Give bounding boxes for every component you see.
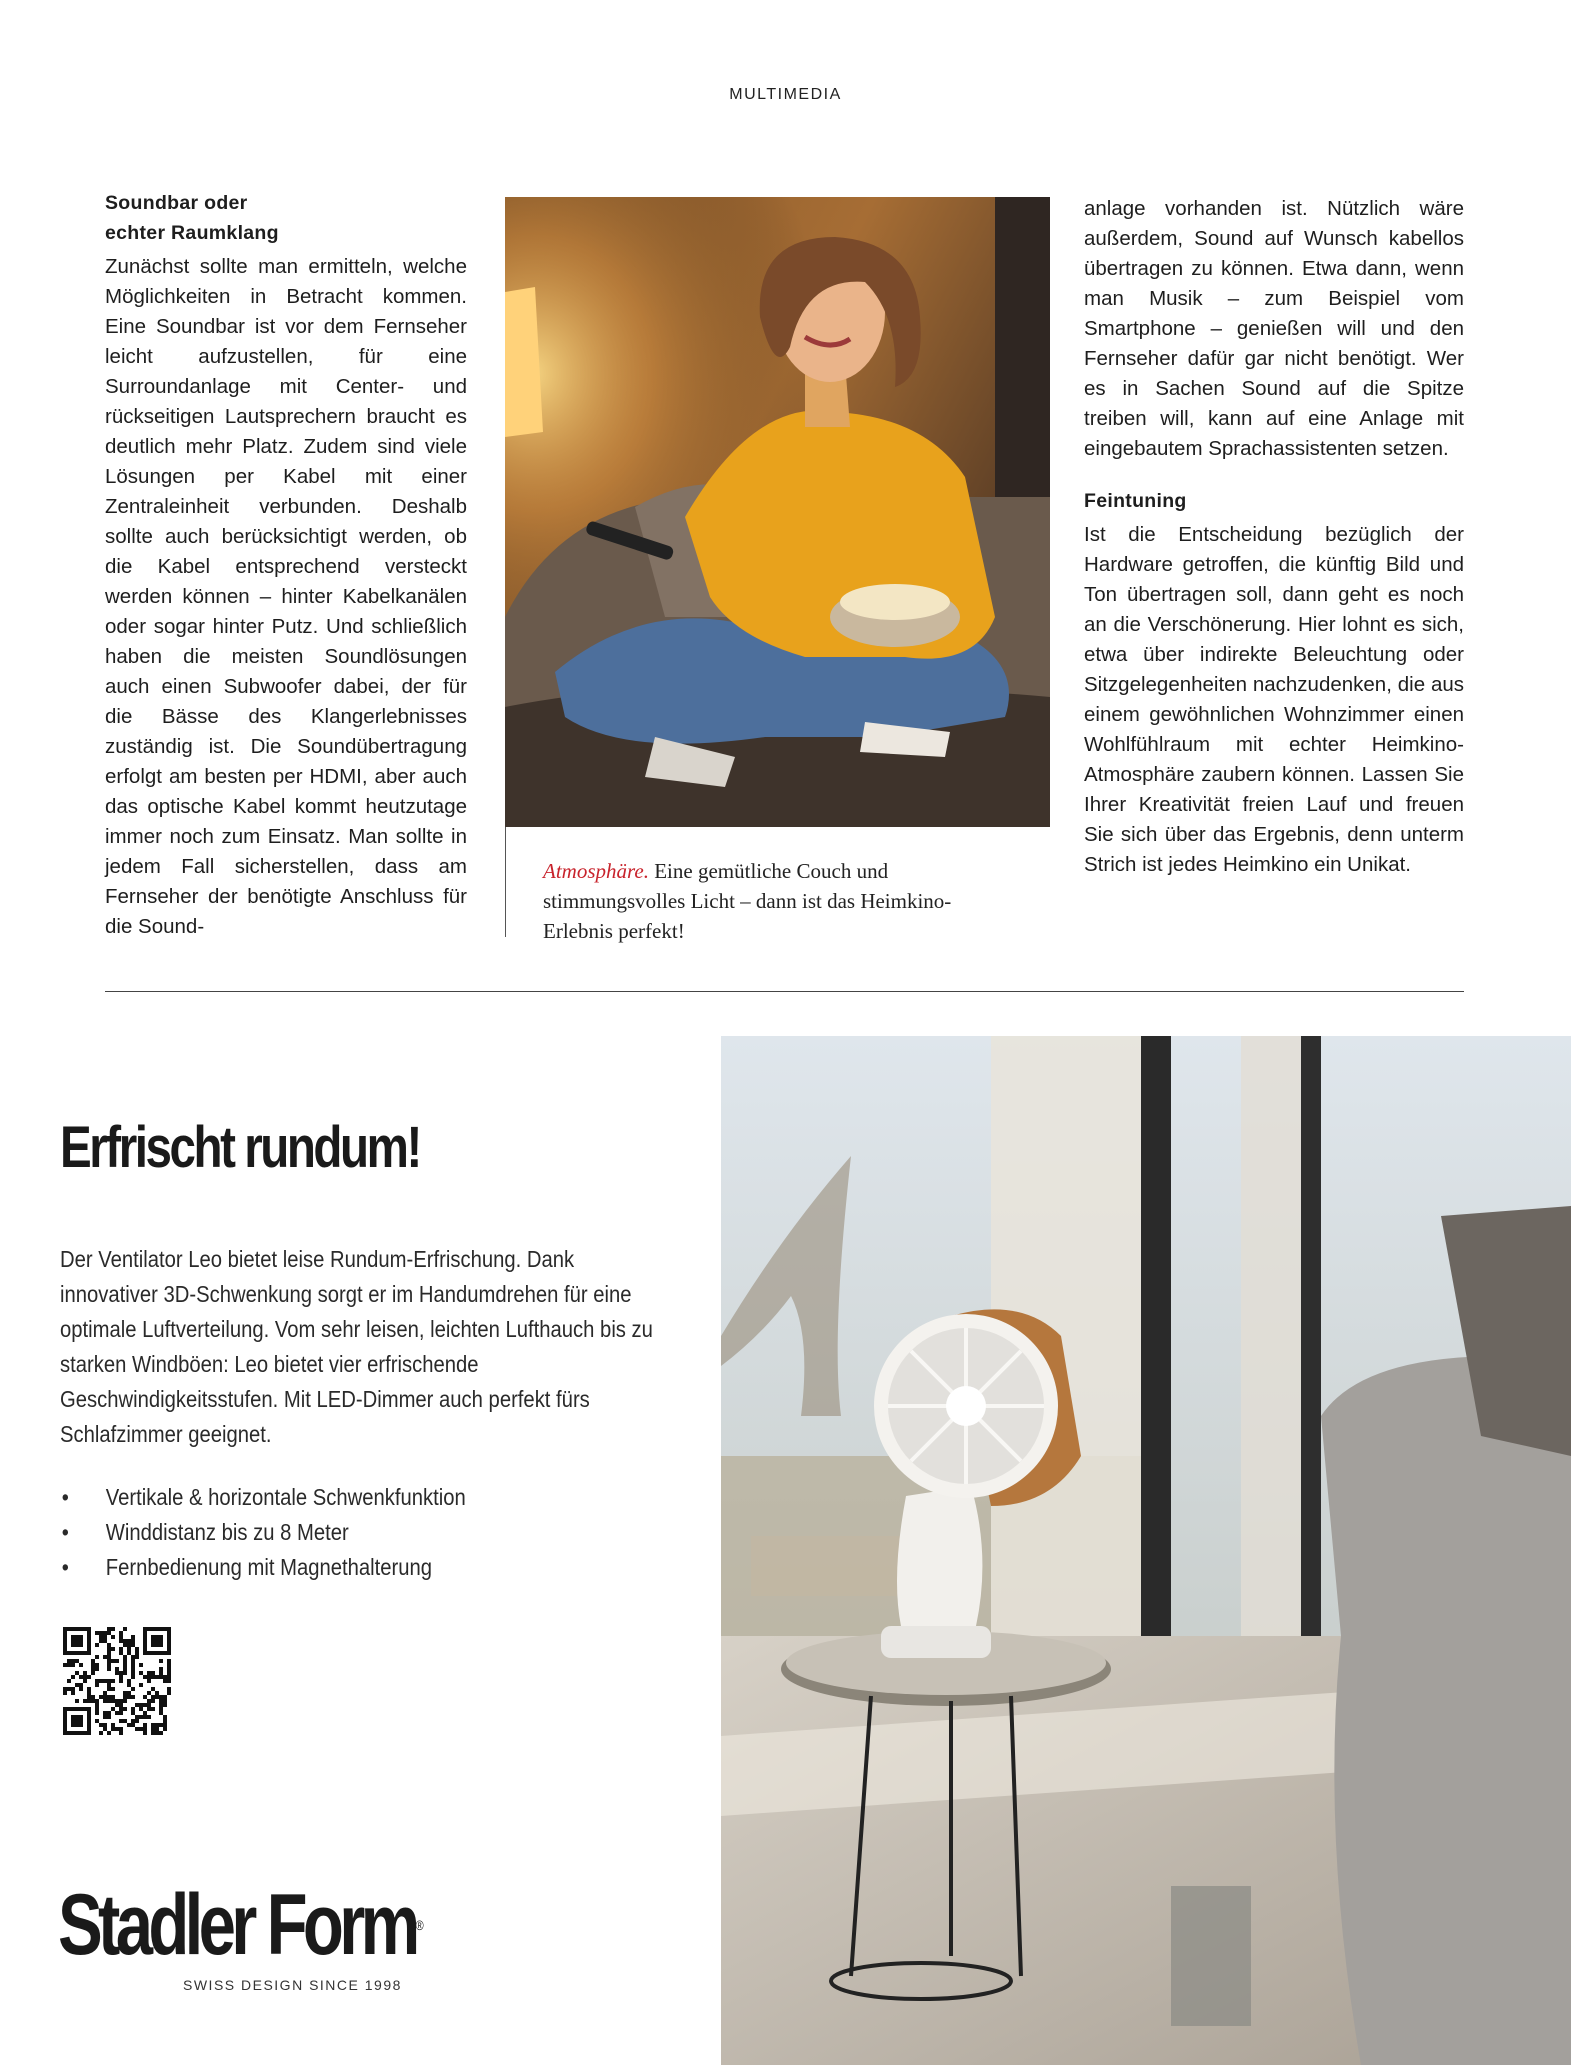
ad-title: Erfrischt rundum! <box>60 1115 420 1180</box>
list-item: • Vertikale & horizontale Schwenkfunktion <box>60 1480 667 1515</box>
article-photo-woman-on-couch <box>505 197 1050 827</box>
column-3-body-2: Ist die Entscheidung bezüglich der Hardware getroffen, die künftig Bild und Ton übertragen soll, dann geht es noch an die Verschönerung. Hier lohnt es sich, etwa über indirekte Beleuchtung oder Sitzgelegenheiten nachzudenken, die aus einem gewöhnlichen Wohnzimmer einen Wohlfühlraum mit echter Heimkino-Atmosphäre zaubern können. Lassen Sie Ihrer Kreativität freien Lauf und freuen Sie sich über das Ergebnis, denn unterm Strich ist jedes Heimkino ein Unikat. <box>1084 523 1464 876</box>
ad-feature-list <box>60 1480 667 1585</box>
subheading-line-1: Soundbar oder <box>105 192 248 214</box>
ad-photo-fan-living-room <box>721 1036 1571 2065</box>
bullet-icon: • <box>61 1519 69 1545</box>
caption-lead: Atmosphäre. <box>543 859 649 883</box>
qr-code-icon[interactable] <box>63 1627 171 1735</box>
caption-rule <box>505 827 506 937</box>
subheading-feintuning: Feintuning <box>1084 490 1187 512</box>
brand-tagline: SWISS DESIGN SINCE 1998 <box>183 1977 402 1993</box>
bullet-icon: • <box>61 1554 69 1580</box>
list-item: • Fernbedienung mit Magnethalterung <box>60 1550 667 1585</box>
article-column-3 <box>1084 194 1464 880</box>
section-label: MULTIMEDIA <box>729 86 842 103</box>
article-column-1 <box>105 188 467 942</box>
brand-name: Stadler Form <box>58 1877 416 1973</box>
bullet-icon: • <box>61 1484 69 1510</box>
subheading-soundbar <box>105 188 467 248</box>
list-item: • Winddistanz bis zu 8 Meter <box>60 1515 667 1550</box>
ad-body-text: Der Ventilator Leo bietet leise Rundum-Erfrischung. Dank innovativer 3D-Schwenkung sorgt er im Handumdrehen für eine optimale Luftverteilung. Vom sehr leisen, leichten Lufthauch bis zu starken Windböen: Leo bietet vier erfrischende Geschwindigkeitsstufen. Mit LED-Dimmer auch perfekt fürs Schlafzimmer geeignet. <box>60 1246 653 1447</box>
registered-mark: ® <box>415 1917 424 1933</box>
brand-logo <box>58 1877 424 1973</box>
subheading-line-2: echter Raumklang <box>105 222 279 244</box>
caption-text: Eine gemütliche Couch und stimmungsvolles Licht – dann ist das Heimkino-Erlebnis perfekt! <box>543 859 952 943</box>
column-1-body: Zunächst sollte man ermitteln, welche Möglichkeiten in Betracht kommen. Eine Soundbar ist vor dem Fernseher leicht aufzustellen, für eine Surroundanlage mit Center- und rückseitigen Lautsprechern braucht es deutlich mehr Platz. Zudem sind viele Lösungen per Kabel mit einer Zentraleinheit verbunden. Deshalb sollte auch berücksichtigt werden, ob die Kabel entsprechend versteckt werden können – hinter Kabelkanälen oder sogar hinter Putz. Und schließlich haben die meisten Soundlösungen auch einen Subwoofer dabei, der für die Bässe des Klangerlebnisses zuständig ist. Die Soundübertragung erfolgt am besten per HDMI, aber auch das optische Kabel kommt heutzutage immer noch zum Einsatz. Man sollte in jedem Fall sicherstellen, dass am Fernseher der benötigte Anschluss für die Sound- <box>105 255 467 938</box>
column-3-body-1: anlage vorhanden ist. Nützlich wäre außerdem, Sound auf Wunsch kabellos übertragen zu können. Etwa dann, wenn man Musik – zum Beispiel vom Smartphone – genießen will und den Fernseher dafür gar nicht benötigt. Wer es in Sachen Sound auf die Spitze treiben will, kann auf eine Anlage mit eingebautem Sprachassistenten setzen. <box>1084 197 1464 460</box>
photo-caption <box>543 856 963 946</box>
section-divider <box>105 991 1464 992</box>
